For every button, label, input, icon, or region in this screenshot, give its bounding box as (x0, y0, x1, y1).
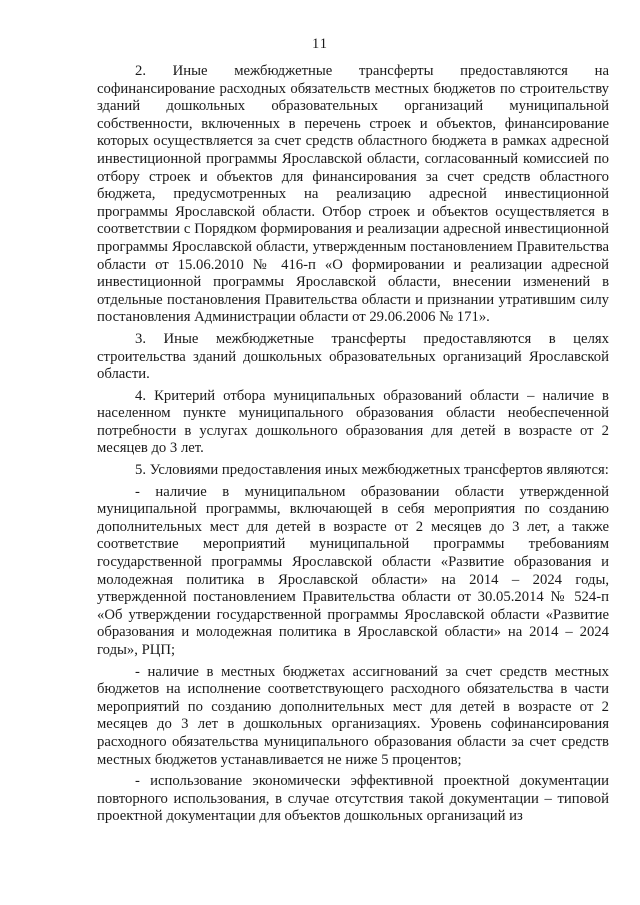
document-body (97, 63, 609, 830)
paragraph-3-transfers-purpose: 3. Иные межбюджетные трансферты предоставляются в целях строительства зданий дошкольных образовательных организаций Ярославской области. (97, 330, 609, 383)
condition-municipal-program: - наличие в муниципальном образовании области утвержденной муниципальной программы, включающей в себя мероприятия по созданию дополнительных мест для детей в возрасте от 2 месяцев до 3 лет, а также соответствие мероприятий муниципальной программы требованиям государственной программы Ярославской области «Развитие образования и молодежная политика в Ярославской области» на 2014 – 2024 годы, утвержденной постановлением Правительства области от 30.05.2014 № 524-п «Об утверждении государственной программы Ярославской области «Развитие образования и молодежная политика в Ярославской области» на 2014 – 2024 годы», РЦП; (97, 483, 609, 658)
page-number: 11 (312, 36, 328, 52)
condition-project-documentation: - использование экономически эффективной проектной документации повторного использования, в случае отсутствия такой документации – типовой проектной документации для объектов дошкольных организаций из (97, 773, 609, 825)
paragraph-5-conditions: 5. Условиями предоставления иных межбюджетных трансфертов являются: (135, 462, 609, 479)
paragraph-2-transfers-cofinancing: 2. Иные межбюджетные трансферты предоставляются на софинансирование расходных обязательств местных бюджетов по строительству зданий дошкольных образовательных организаций муниципальной собственности, включенных в перечень строек и объектов, финансирование которых осуществляется за счет средств областного бюджета в рамках адресной инвестиционной программы Ярославской области, согласованный комиссией по отбору строек и объектов для финансирования за счет средств областного бюджета, предусмотренных на реализацию адресной инвестиционной программы Ярославской области. Отбор строек и объектов осуществляется в соответствии с Порядком формирования и реализации адресной инвестиционной программы Ярославской области, утвержденным постановлением Правительства области от 15.06.2010 № 416-п «О формировании и реализации адресной инвестиционной программы Ярославской области, внесении изменений в отдельные постановления Правительства области и признании утратившим силу постановления Администрации области от 29.06.2006 № 171». (97, 63, 609, 326)
condition-local-budget-allocations: - наличие в местных бюджетах ассигнований за счет средств местных бюджетов на исполнение соответствующего расходного обязательства в части мероприятий по созданию дополнительных мест для детей в возрасте от 2 месяцев до 3 лет в дошкольных организациях. Уровень софинансирования расходного обязательства муниципального образования области за счет средств местных бюджетов устанавливается не ниже 5 процентов; (97, 663, 609, 768)
paragraph-4-selection-criterion: 4. Критерий отбора муниципальных образований области – наличие в населенном пункте муниципального образования области необеспеченной потребности в услугах дошкольного образования для детей в возрасте от 2 месяцев до 3 лет. (97, 387, 609, 457)
